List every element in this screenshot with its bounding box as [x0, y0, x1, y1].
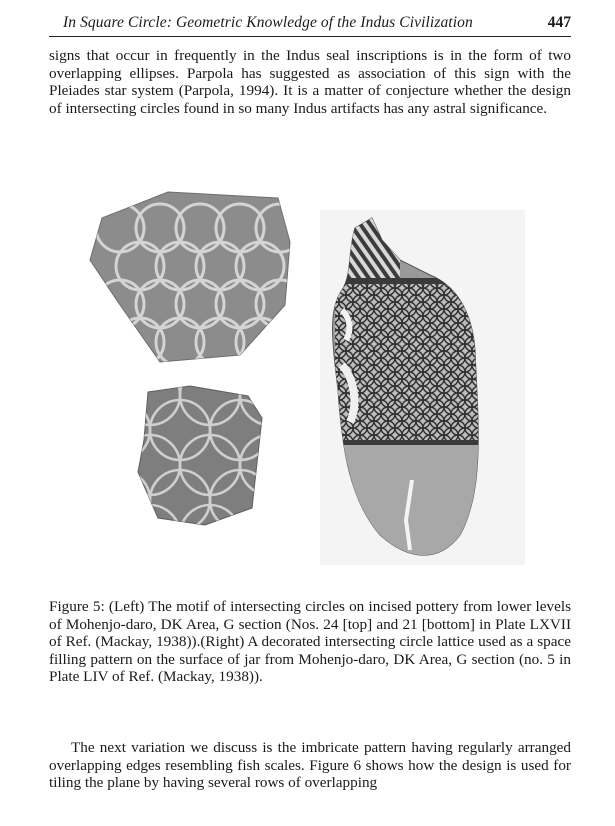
figure-caption: Figure 5: (Left) The motif of intersecting circles on incised pottery from lower levels of Mohenjo-daro, DK Area, G section (Nos. 24 [top] and 21 [bottom] in Plate LXVII of Ref. (Mackay, 1938)).(Right) A decorated intersecting circle lattice used as a space filling pattern on the surface of jar from Mohenjo-daro, DK Area, G section (no. 5 in Plate LIV of Ref. (Mackay, 1938)).: [49, 598, 571, 686]
sherd-top: [90, 192, 304, 366]
paragraph-intro: signs that occur in frequently in the Indus seal inscriptions is in the form of two overlapping ellipses. Parpola has suggested as association of this sign with the Pleiades star system (Parpola, 1994). It is a matter of conjecture whether the design of intersecting circles found in so many Indus artifacts has any astral significance.: [49, 47, 571, 117]
page-number: 447: [547, 14, 571, 31]
paragraph-imbricate: The next variation we discuss is the imbricate pattern having regularly arranged overlapping edges resembling fish scales. Figure 6 shows how the design is used for tiling the plane by having several rows of overlapping: [49, 739, 571, 792]
sherd-bottom: [90, 365, 300, 565]
figure-5-image: [80, 190, 530, 570]
running-title: In Square Circle: Geometric Knowledge of the Indus Civilization: [63, 14, 473, 31]
running-header: [49, 6, 571, 37]
decorated-jar: [320, 210, 525, 565]
figure-5: [80, 190, 530, 570]
